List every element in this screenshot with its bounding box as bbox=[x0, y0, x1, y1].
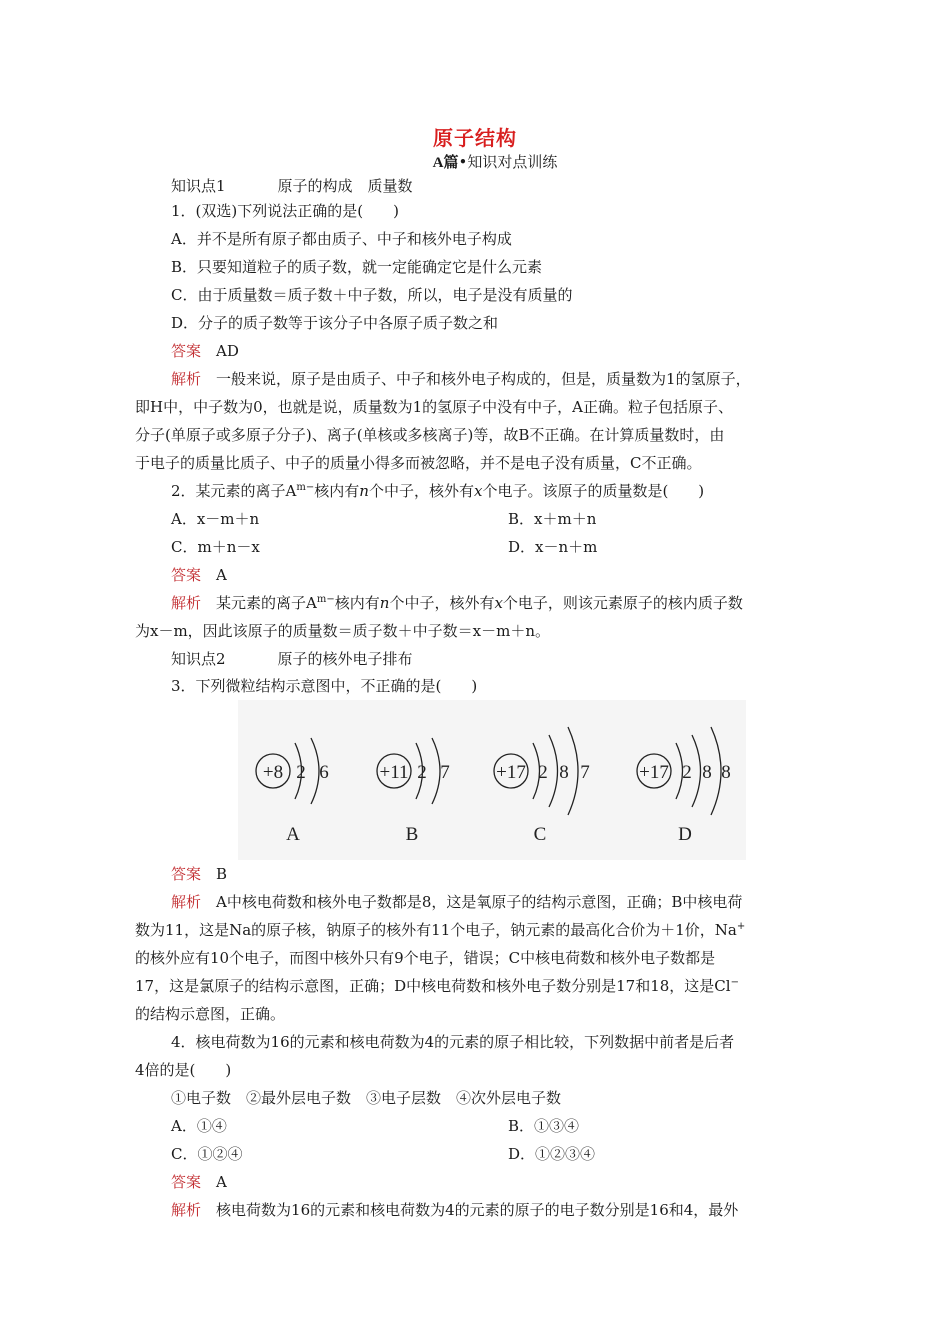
q4-option-b: B．①③④ bbox=[508, 1117, 580, 1135]
diagram-label: D bbox=[678, 824, 692, 845]
answer-value: A bbox=[216, 566, 227, 584]
explanation-label: 解析 bbox=[171, 893, 202, 911]
question-4-stem-line-2: 4倍的是( ) bbox=[135, 1061, 232, 1079]
q1-explanation-line-3: 分子(单原子或多原子分子)、离子(单核或多核离子)等，故B不正确。在计算质量数时，由 bbox=[135, 426, 725, 444]
q2-option-b: B．x＋m＋n bbox=[508, 510, 597, 528]
q4-option-c: C．①②④ bbox=[171, 1145, 243, 1163]
answer-label: 答案 bbox=[171, 1173, 202, 1191]
shell-electrons: 2 bbox=[538, 762, 548, 783]
shell-electrons: 6 bbox=[319, 762, 329, 783]
nucleus-charge: +17 bbox=[496, 762, 526, 783]
q1-option-c: C．由于质量数＝质子数＋中子数，所以，电子是没有质量的 bbox=[171, 286, 573, 304]
q3-explanation-line-1: 解析 A中核电荷数和核外电子数都是8，这是氧原子的结构示意图，正确；B中核电荷 bbox=[171, 893, 743, 911]
q1-explanation-line-4: 于电子的质量比质子、中子的质量小得多而被忽略，并不是电子没有质量，C不正确。 bbox=[135, 454, 702, 472]
question-4-stem-line-1: 4．核电荷数为16的元素和核电荷数为4的元素的原子相比较，下列数据中前者是后者 bbox=[171, 1033, 735, 1051]
q4-answer bbox=[171, 1172, 227, 1192]
shell-electrons: 2 bbox=[417, 762, 427, 783]
explanation-label: 解析 bbox=[171, 1201, 202, 1219]
knowledge-point-1 bbox=[171, 176, 413, 196]
q4-choices: ①电子数 ②最外层电子数 ③电子层数 ④次外层电子数 bbox=[171, 1089, 562, 1107]
question-2-stem: 2．某元素的离子$A^{m-}$核内有n个中子，核外有x个电子。该原子的质量数是( ) bbox=[171, 482, 705, 500]
q1-answer bbox=[171, 341, 239, 361]
nucleus-charge: +8 bbox=[262, 762, 284, 783]
answer-label: 答案 bbox=[171, 865, 202, 883]
answer-value: AD bbox=[216, 342, 239, 360]
q3-answer bbox=[171, 864, 227, 884]
knowledge-point-2 bbox=[171, 649, 413, 669]
q3-explanation-line-3: 的核外应有10个电子，而图中核外只有9个电子，错误；C中核电荷数和核外电子数都是 bbox=[135, 949, 716, 967]
q3-explanation-line-5: 的结构示意图，正确。 bbox=[135, 1005, 286, 1023]
q2-explanation-line-1: 解析 某元素的离子$A^{m-}$核内有n个中子，核外有x个电子，则该元素原子的核内质子数 bbox=[171, 594, 743, 612]
kp-topic: 原子的核外电子排布 bbox=[277, 650, 413, 668]
question-3-stem: 3．下列微粒结构示意图中，不正确的是( ) bbox=[171, 677, 478, 695]
diagram-label: B bbox=[405, 824, 419, 845]
answer-label: 答案 bbox=[171, 566, 202, 584]
shell-electrons: 7 bbox=[440, 762, 450, 783]
section-subtitle bbox=[0, 151, 950, 172]
nucleus-charge: +11 bbox=[379, 762, 409, 783]
question-1-stem: 1．(双选)下列说法正确的是( ) bbox=[171, 202, 399, 220]
q2-option-d: D．x－n＋m bbox=[508, 538, 598, 556]
nucleus-charge: +17 bbox=[639, 762, 669, 783]
answer-label: 答案 bbox=[171, 342, 202, 360]
shell-electrons: 8 bbox=[702, 762, 712, 783]
shell-electrons: 8 bbox=[559, 762, 569, 783]
answer-value: B bbox=[216, 865, 228, 883]
q2-explanation-line-2: 为x－m，因此该原子的质量数＝质子数＋中子数＝x－m＋n。 bbox=[135, 622, 551, 640]
kp-label: 知识点2 bbox=[171, 650, 226, 668]
shell-electrons: 8 bbox=[721, 762, 731, 783]
q3-explanation-line-2: 数为11，这是Na的原子核，钠原子的核外有11个电子，钠元素的最高化合价为＋1价，Na+ bbox=[135, 921, 746, 939]
q1-option-b: B．只要知道粒子的质子数，就一定能确定它是什么元素 bbox=[171, 258, 543, 276]
q1-option-a: A．并不是所有原子都由质子、中子和核外电子构成 bbox=[171, 230, 512, 248]
atomic-structure-diagrams bbox=[238, 700, 746, 860]
subtitle-dot: • bbox=[458, 153, 468, 171]
subtitle-text: 知识对点训练 bbox=[467, 153, 558, 171]
q1-explanation-line-1: 解析 一般来说，原子是由质子、中子和核外电子构成的，但是，质量数为1的氢原子， bbox=[171, 370, 751, 388]
q4-option-d: D．①②③④ bbox=[508, 1145, 596, 1163]
diagram-label: C bbox=[533, 824, 547, 845]
q3-explanation-line-4: 17，这是氯原子的结构示意图，正确；D中核电荷数和核外电子数分别是17和18，这是Cl− bbox=[135, 977, 739, 995]
q1-option-d: D．分子的质子数等于该分子中各原子质子数之和 bbox=[171, 314, 499, 332]
part-label: A篇 bbox=[432, 155, 459, 171]
q2-option-a: A．x－m＋n bbox=[171, 510, 260, 528]
shell-electrons: 7 bbox=[580, 762, 590, 783]
diagram-label: A bbox=[286, 824, 300, 845]
q1-explanation-line-2: 即H中，中子数为0，也就是说，质量数为1的氢原子中没有中子，A正确。粒子包括原子、 bbox=[135, 398, 734, 416]
q4-explanation-line-1: 解析 核电荷数为16的元素和核电荷数为4的元素的原子的电子数分别是16和4，最外 bbox=[171, 1201, 739, 1219]
kp-label: 知识点1 bbox=[171, 177, 226, 195]
q2-option-c: C．m＋n－x bbox=[171, 538, 260, 556]
q2-answer bbox=[171, 565, 227, 585]
explanation-label: 解析 bbox=[171, 370, 202, 388]
answer-value: A bbox=[216, 1173, 227, 1191]
shell-electrons: 2 bbox=[296, 762, 306, 783]
q4-option-a: A．①④ bbox=[171, 1117, 227, 1135]
shell-electrons: 2 bbox=[682, 762, 692, 783]
explanation-label: 解析 bbox=[171, 594, 202, 612]
page-title: 原子结构 bbox=[433, 126, 517, 150]
kp-topic: 原子的构成 质量数 bbox=[277, 177, 413, 195]
